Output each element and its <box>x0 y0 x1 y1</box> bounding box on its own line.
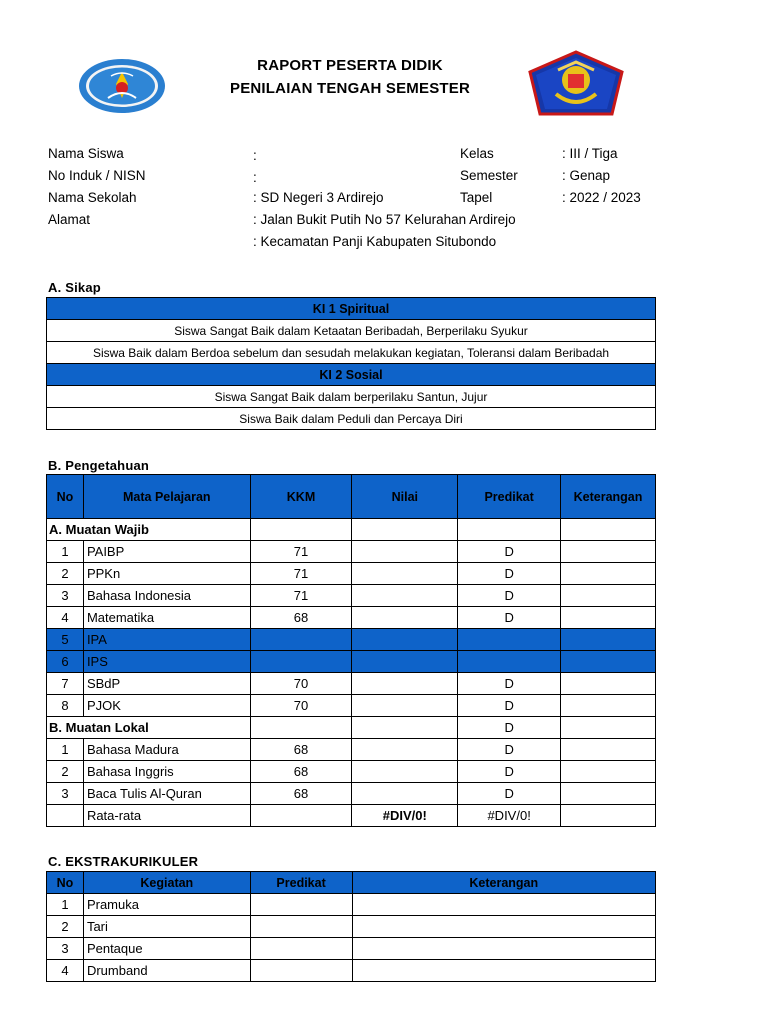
table-row <box>47 585 656 607</box>
ekstrakurikuler-heading: C. EKSTRAKURIKULER <box>48 854 199 869</box>
group-muatan-lokal: B. Muatan Lokal <box>47 717 251 739</box>
regional-emblem-logo <box>528 50 624 121</box>
cell-nilai <box>352 607 458 629</box>
cell-no: 4 <box>47 960 84 982</box>
cell-mapel: SBdP <box>83 673 250 695</box>
col-header-mapel: Mata Pelajaran <box>83 475 250 519</box>
col-header-predikat: Predikat <box>458 475 561 519</box>
report-title-line2: PENILAIAN TENGAH SEMESTER <box>229 80 471 97</box>
table-row <box>47 916 656 938</box>
col-header-no: No <box>47 872 84 894</box>
average-row <box>47 805 656 827</box>
cell-no: 4 <box>47 607 84 629</box>
table-row <box>47 761 656 783</box>
pengetahuan-table <box>46 474 656 827</box>
col-header-no: No <box>47 475 84 519</box>
cell-keterangan <box>561 629 656 651</box>
ekstrakurikuler-table <box>46 871 656 982</box>
cell-nilai <box>352 739 458 761</box>
cell-kkm: 71 <box>250 563 352 585</box>
cell-keterangan <box>561 673 656 695</box>
cell-keterangan <box>561 563 656 585</box>
average-nilai: #DIV/0! <box>352 805 458 827</box>
cell-kkm <box>250 629 352 651</box>
cell-predikat: D <box>458 673 561 695</box>
cell-mapel: PPKn <box>83 563 250 585</box>
pengetahuan-heading: B. Pengetahuan <box>48 458 150 473</box>
sikap-heading: A. Sikap <box>48 280 101 295</box>
cell-no: 3 <box>47 783 84 805</box>
cell-no: 8 <box>47 695 84 717</box>
table-row <box>47 695 656 717</box>
school-year-label: Tapel <box>460 190 493 205</box>
cell-predikat: D <box>458 607 561 629</box>
cell-no: 1 <box>47 739 84 761</box>
cell-nilai <box>352 761 458 783</box>
address-value-line2: : Kecamatan Panji Kabupaten Situbondo <box>253 234 497 249</box>
cell-no: 2 <box>47 761 84 783</box>
address-label: Alamat <box>48 212 91 227</box>
cell-mapel: IPA <box>83 629 250 651</box>
table-row <box>47 739 656 761</box>
cell-no: 2 <box>47 563 84 585</box>
average-label: Rata-rata <box>83 805 250 827</box>
col-header-kegiatan: Kegiatan <box>83 872 250 894</box>
cell-kkm: 70 <box>250 695 352 717</box>
student-name-label: Nama Siswa <box>48 146 124 161</box>
student-nisn-value: : <box>253 170 257 185</box>
table-row <box>47 629 656 651</box>
school-name-label: Nama Sekolah <box>48 190 137 205</box>
cell-nilai <box>352 541 458 563</box>
table-row <box>47 563 656 585</box>
cell-kegiatan: Pentaque <box>83 938 250 960</box>
cell-predikat: D <box>458 585 561 607</box>
cell-no: 5 <box>47 629 84 651</box>
average-predikat: #DIV/0! <box>458 805 561 827</box>
cell-predikat: D <box>458 739 561 761</box>
table-row <box>47 607 656 629</box>
table-row <box>47 894 656 916</box>
student-name-value: : <box>253 148 257 163</box>
cell-nilai <box>352 695 458 717</box>
table-row <box>47 541 656 563</box>
cell-kegiatan: Tari <box>83 916 250 938</box>
cell-mapel: IPS <box>83 651 250 673</box>
cell-no: 3 <box>47 585 84 607</box>
cell-mapel: Bahasa Madura <box>83 739 250 761</box>
cell-kkm: 68 <box>250 783 352 805</box>
sikap-table <box>46 297 656 430</box>
address-value-line1: : Jalan Bukit Putih No 57 Kelurahan Ardirejo <box>253 212 516 227</box>
col-header-kkm: KKM <box>250 475 352 519</box>
ki2-header: KI 2 Sosial <box>47 364 656 386</box>
ki1-header: KI 1 Spiritual <box>47 298 656 320</box>
student-nisn-label: No Induk / NISN <box>48 168 146 183</box>
col-header-predikat: Predikat <box>250 872 352 894</box>
table-row <box>47 651 656 673</box>
class-label: Kelas <box>460 146 494 161</box>
report-title-line1: RAPORT PESERTA DIDIK <box>257 57 443 74</box>
cell-no: 1 <box>47 541 84 563</box>
cell-keterangan <box>561 739 656 761</box>
cell-predikat: D <box>458 695 561 717</box>
cell-kkm: 70 <box>250 673 352 695</box>
cell-no: 3 <box>47 938 84 960</box>
cell-keterangan <box>561 651 656 673</box>
cell-mapel: Matematika <box>83 607 250 629</box>
cell-mapel: Baca Tulis Al-Quran <box>83 783 250 805</box>
cell-keterangan <box>561 761 656 783</box>
cell-no: 7 <box>47 673 84 695</box>
cell-nilai <box>352 585 458 607</box>
table-row <box>47 673 656 695</box>
cell-kkm: 71 <box>250 585 352 607</box>
cell-no: 1 <box>47 894 84 916</box>
table-row <box>47 783 656 805</box>
semester-value: : Genap <box>562 168 611 183</box>
cell-kkm: 71 <box>250 541 352 563</box>
cell-keterangan <box>561 783 656 805</box>
cell-predikat: D <box>458 541 561 563</box>
cell-keterangan <box>561 695 656 717</box>
semester-label: Semester <box>460 168 518 183</box>
cell-mapel: Bahasa Indonesia <box>83 585 250 607</box>
ki1-description: Siswa Sangat Baik dalam Ketaatan Beribadah, Berperilaku Syukur <box>47 320 656 342</box>
cell-kkm <box>250 651 352 673</box>
class-value: : III / Tiga <box>562 146 618 161</box>
cell-nilai <box>352 673 458 695</box>
cell-nilai <box>352 651 458 673</box>
cell-predikat <box>458 651 561 673</box>
ki2-description: Siswa Sangat Baik dalam berperilaku Santun, Jujur <box>47 386 656 408</box>
cell-kkm: 68 <box>250 739 352 761</box>
cell-mapel: Bahasa Inggris <box>83 761 250 783</box>
cell-mapel: PAIBP <box>83 541 250 563</box>
cell-predikat <box>458 629 561 651</box>
cell-keterangan <box>561 585 656 607</box>
school-name-value: : SD Negeri 3 Ardirejo <box>253 190 384 205</box>
col-header-keterangan: Keterangan <box>352 872 655 894</box>
cell-kkm: 68 <box>250 761 352 783</box>
cell-nilai <box>352 629 458 651</box>
table-row <box>47 938 656 960</box>
cell-keterangan <box>561 541 656 563</box>
cell-no: 6 <box>47 651 84 673</box>
cell-keterangan <box>561 607 656 629</box>
cell-no: 2 <box>47 916 84 938</box>
cell-nilai <box>352 563 458 585</box>
cell-kegiatan: Drumband <box>83 960 250 982</box>
group-muatan-wajib: A. Muatan Wajib <box>47 519 251 541</box>
cell-kegiatan: Pramuka <box>83 894 250 916</box>
group-lokal-predikat: D <box>458 717 561 739</box>
cell-predikat: D <box>458 783 561 805</box>
ki2-description: Siswa Baik dalam Peduli dan Percaya Diri <box>47 408 656 430</box>
table-row <box>47 960 656 982</box>
cell-predikat: D <box>458 761 561 783</box>
school-year-value: : 2022 / 2023 <box>562 190 641 205</box>
cell-predikat: D <box>458 563 561 585</box>
ki1-description: Siswa Baik dalam Berdoa sebelum dan sesudah melakukan kegiatan, Toleransi dalam Beribadah <box>47 342 656 364</box>
cell-nilai <box>352 783 458 805</box>
cell-mapel: PJOK <box>83 695 250 717</box>
cell-kkm: 68 <box>250 607 352 629</box>
col-header-nilai: Nilai <box>352 475 458 519</box>
col-header-keterangan: Keterangan <box>561 475 656 519</box>
